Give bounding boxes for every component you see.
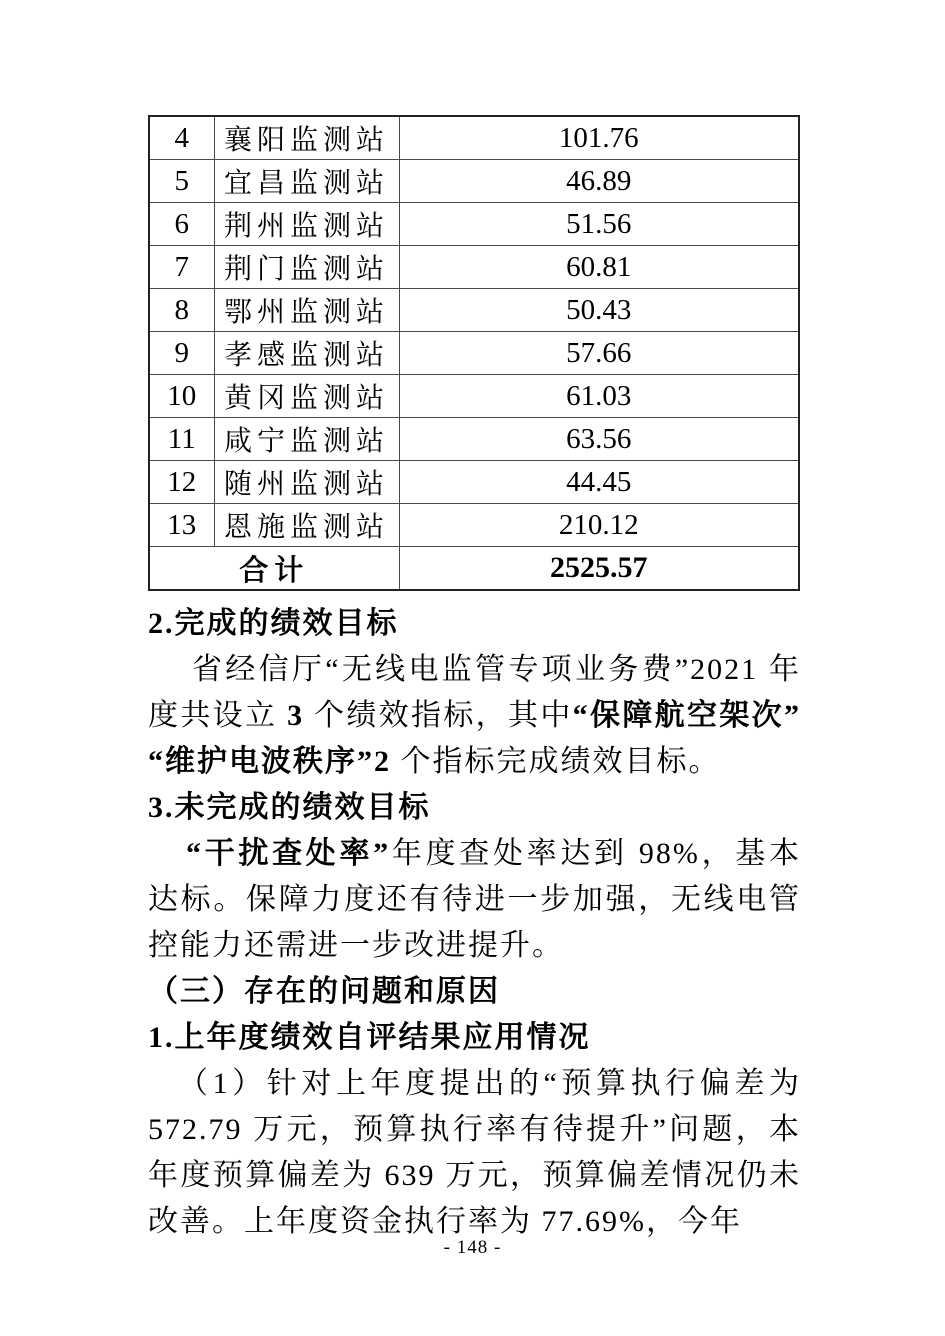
table-row [149, 160, 799, 203]
table-row [149, 246, 799, 289]
station-name-cell: 荆门监测站 [214, 246, 399, 289]
row-number-cell: 11 [149, 418, 214, 461]
table-row [149, 289, 799, 332]
paragraph-completed-goals: 省经信厅“无线电监管专项业务费”2021 年度共设立 3 个绩效指标，其中“保障航空架次”“维护电波秩序”2 个指标完成绩效目标。 [148, 653, 802, 778]
table-row [149, 332, 799, 375]
heading-prior-year-self-evaluation: 1.上年度绩效自评结果应用情况 [148, 1021, 591, 1054]
table-row [149, 418, 799, 461]
row-number-cell: 6 [149, 203, 214, 246]
paragraph-prior-year-self-evaluation: （1）针对上年度提出的“预算执行偏差为 572.79 万元，预算执行率有待提升”问题，本年度预算偏差为 639 万元，预算偏差情况仍未改善。上年度资金执行率为 77.69%，今年 [148, 1067, 801, 1238]
paragraph-uncompleted-goals: “干扰查处率”年度查处率达到 98%，基本达标。保障力度还有待进一步加强，无线电管控能力还需进一步改进提升。 [148, 837, 801, 962]
row-number-cell: 8 [149, 289, 214, 332]
heading-completed-goals: 2.完成的绩效目标 [148, 607, 399, 640]
amount-cell: 57.66 [399, 332, 799, 375]
amount-cell: 61.03 [399, 375, 799, 418]
station-name-cell: 恩施监测站 [214, 504, 399, 547]
table-row [149, 203, 799, 246]
station-name-cell: 宜昌监测站 [214, 160, 399, 203]
row-number-cell: 13 [149, 504, 214, 547]
monitoring-station-budget-table [148, 115, 800, 591]
total-amount-cell: 2525.57 [399, 547, 799, 591]
table-row [149, 504, 799, 547]
heading-problems-and-causes: （三）存在的问题和原因 [148, 975, 500, 1008]
document-body [148, 601, 801, 1245]
station-name-cell: 荆州监测站 [214, 203, 399, 246]
total-label-cell: 合计 [149, 547, 399, 591]
station-name-cell: 随州监测站 [214, 461, 399, 504]
amount-cell: 63.56 [399, 418, 799, 461]
amount-cell: 44.45 [399, 461, 799, 504]
row-number-cell: 5 [149, 160, 214, 203]
table-row [149, 375, 799, 418]
station-name-cell: 襄阳监测站 [214, 116, 399, 160]
row-number-cell: 10 [149, 375, 214, 418]
amount-cell: 46.89 [399, 160, 799, 203]
total-row [149, 547, 799, 591]
station-name-cell: 鄂州监测站 [214, 289, 399, 332]
heading-uncompleted-goals: 3.未完成的绩效目标 [148, 791, 431, 824]
row-number-cell: 12 [149, 461, 214, 504]
table-row [149, 116, 799, 160]
row-number-cell: 9 [149, 332, 214, 375]
row-number-cell: 4 [149, 116, 214, 160]
station-name-cell: 黄冈监测站 [214, 375, 399, 418]
amount-cell: 101.76 [399, 116, 799, 160]
amount-cell: 60.81 [399, 246, 799, 289]
page-number: - 148 - [443, 1237, 502, 1258]
table-row [149, 461, 799, 504]
amount-cell: 51.56 [399, 203, 799, 246]
station-name-cell: 咸宁监测站 [214, 418, 399, 461]
amount-cell: 210.12 [399, 504, 799, 547]
station-name-cell: 孝感监测站 [214, 332, 399, 375]
amount-cell: 50.43 [399, 289, 799, 332]
row-number-cell: 7 [149, 246, 214, 289]
